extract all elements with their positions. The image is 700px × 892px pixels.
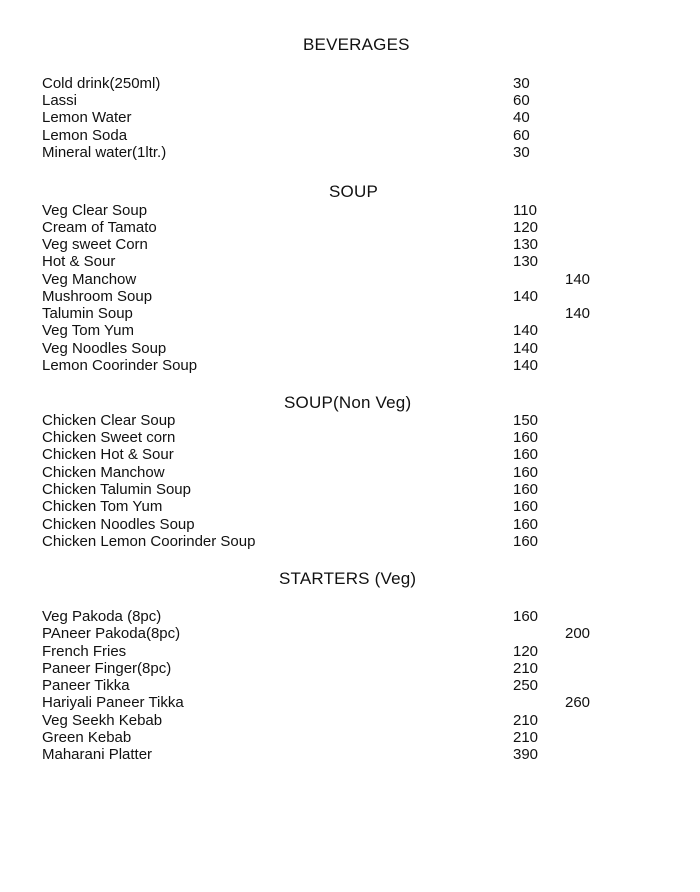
item-price: 160 [513,533,539,550]
section-title-beverages: BEVERAGES [303,35,410,54]
item-name: Chicken Hot & Sour [42,446,174,463]
item-price: 120 [513,219,539,236]
item-name: Green Kebab [42,729,132,746]
item-price: 210 [513,729,539,746]
item-name: Chicken Tom Yum [42,498,163,515]
item-price: 140 [513,357,539,374]
item-name: Chicken Noodles Soup [42,516,195,533]
menu-item [42,92,662,109]
menu-item [42,660,662,677]
menu-item [42,236,662,253]
item-name: Hot & Sour [42,253,116,270]
menu-item [42,746,662,763]
item-price: 160 [513,481,539,498]
item-price: 160 [513,498,539,515]
item-price: 160 [513,516,539,533]
item-price: 200 [565,625,591,642]
menu-item [42,322,662,339]
item-price: 60 [513,127,530,144]
item-name: Maharani Platter [42,746,153,763]
item-price: 140 [565,305,591,322]
item-name: Paneer Finger(8pc) [42,660,172,677]
menu-item [42,253,662,270]
item-name: French Fries [42,643,127,660]
menu-item [42,127,662,144]
item-name: Mushroom Soup [42,288,153,305]
item-name: Talumin Soup [42,305,133,322]
item-price: 130 [513,236,539,253]
item-price: 160 [513,464,539,481]
item-price: 140 [513,288,539,305]
menu-item [42,357,662,374]
item-price: 30 [513,144,530,161]
item-price: 210 [513,660,539,677]
item-name: Chicken Talumin Soup [42,481,191,498]
item-name: Chicken Clear Soup [42,412,176,429]
item-name: Lassi [42,92,78,109]
menu-item [42,202,662,219]
item-price: 140 [513,322,539,339]
item-price: 140 [513,340,539,357]
menu-item [42,340,662,357]
menu-item [42,464,662,481]
menu-item [42,219,662,236]
menu-item [42,608,662,625]
menu-item [42,516,662,533]
item-name: Hariyali Paneer Tikka [42,694,184,711]
item-price: 60 [513,92,530,109]
item-price: 110 [513,202,537,219]
item-price: 120 [513,643,539,660]
menu-item [42,694,662,711]
item-name: Veg sweet Corn [42,236,148,253]
item-name: Chicken Sweet corn [42,429,176,446]
menu-item [42,712,662,729]
item-price: 390 [513,746,539,763]
menu-item [42,412,662,429]
item-price: 150 [513,412,539,429]
item-price: 160 [513,446,539,463]
item-price: 30 [513,75,530,92]
item-name: Chicken Manchow [42,464,165,481]
section-title-starters-veg: STARTERS (Veg) [279,569,417,588]
item-name: Lemon Coorinder Soup [42,357,198,374]
menu-item [42,109,662,126]
item-name: Cream of Tamato [42,219,157,236]
item-name: Veg Tom Yum [42,322,135,339]
item-price: 40 [513,109,530,126]
item-name: Veg Seekh Kebab [42,712,163,729]
item-price: 140 [565,271,591,288]
menu-item [42,729,662,746]
menu-item [42,305,662,322]
item-price: 160 [513,429,539,446]
item-name: Veg Manchow [42,271,137,288]
menu-item [42,625,662,642]
item-name: Mineral water(1ltr.) [42,144,167,161]
item-price: 210 [513,712,539,729]
menu-item [42,429,662,446]
menu-item [42,643,662,660]
item-price: 160 [513,608,539,625]
section-title-soup: SOUP [329,182,378,201]
menu-item [42,446,662,463]
item-price: 260 [565,694,591,711]
item-name: Cold drink(250ml) [42,75,161,92]
item-price: 250 [513,677,539,694]
item-name: Veg Noodles Soup [42,340,167,357]
item-name: PAneer Pakoda(8pc) [42,625,181,642]
menu-item [42,498,662,515]
menu-item [42,271,662,288]
menu-item [42,481,662,498]
item-name: Lemon Soda [42,127,128,144]
menu-item [42,144,662,161]
menu-item [42,677,662,694]
item-name: Paneer Tikka [42,677,130,694]
menu-item [42,75,662,92]
menu-item [42,533,662,550]
item-price: 130 [513,253,539,270]
item-name: Veg Pakoda (8pc) [42,608,162,625]
menu-item [42,288,662,305]
section-title-soup-non-veg: SOUP(Non Veg) [284,393,412,412]
item-name: Lemon Water [42,109,132,126]
item-name: Chicken Lemon Coorinder Soup [42,533,256,550]
item-name: Veg Clear Soup [42,202,148,219]
